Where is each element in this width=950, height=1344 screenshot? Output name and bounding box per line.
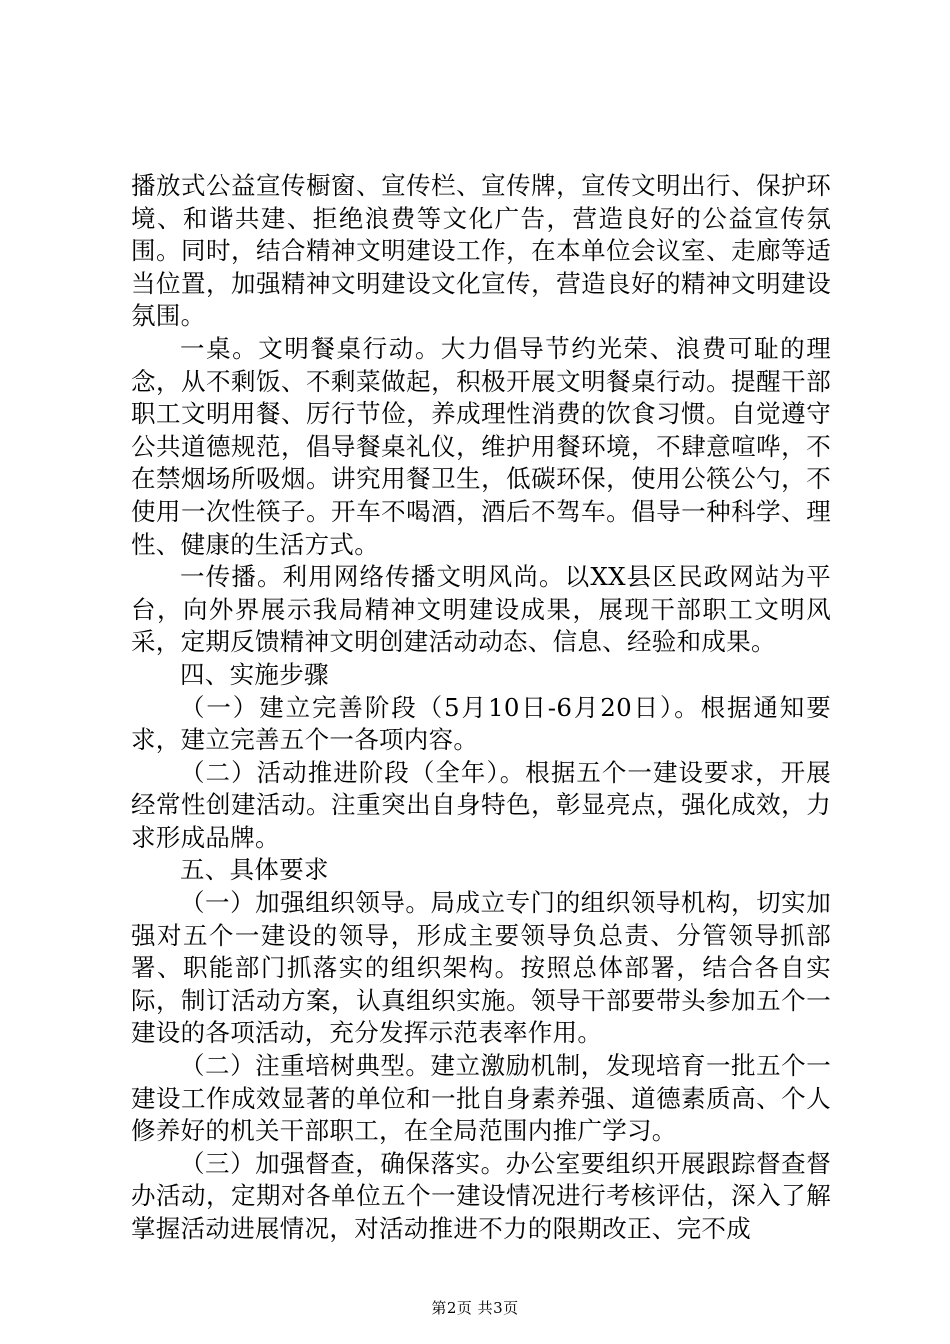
page-footer: 第2页 共3页 [431,1299,519,1317]
paragraph: （二）活动推进阶段（全年）。根据五个一建设要求，开展经常性创建活动。注重突出自身特色，彰显亮点，强化成效，力求形成品牌。 [131,757,831,852]
paragraph: 一传播。利用网络传播文明风尚。以XX县区民政网站为平台，向外界展示我局精神文明建设成果，展现干部职工文明风采，定期反馈精神文明创建活动动态、信息、经验和成果。 [131,562,831,657]
paragraph: （一）加强组织领导。局成立专门的组织领导机构，切实加强对五个一建设的领导，形成主要领导负总责、分管领导抓部署、职能部门抓落实的组织架构。按照总体部署，结合各自实际，制订活动方案，认真组织实施。领导干部要带头参加五个一建设的各项活动，充分发挥示范表率作用。 [131,888,831,1048]
section-heading: 四、实施步骤 [180,659,329,689]
paragraph: （一）建立完善阶段（5月10日-6月20日）。根据通知要求，建立完善五个一各项内容。 [131,692,831,755]
paragraph: （三）加强督查，确保落实。办公室要组织开展跟踪督查督办活动，定期对各单位五个一建设情况进行考核评估，深入了解掌握活动进展情况，对活动推进不力的限期改正、完不成 [131,1148,831,1243]
paragraph: 一桌。文明餐桌行动。大力倡导节约光荣、浪费可耻的理念，从不剩饭、不剩菜做起，积极开展文明餐桌行动。提醒干部职工文明用餐、厉行节俭，养成理性消费的饮食习惯。自觉遵守公共道德规范，倡导餐桌礼仪，维护用餐环境，不肆意喧哗，不在禁烟场所吸烟。讲究用餐卫生，低碳环保，使用公筷公勺，不使用一次性筷子。开车不喝酒，酒后不驾车。倡导一种科学、理性、健康的生活方式。 [131,333,831,559]
section-heading: 五、具体要求 [180,855,329,885]
paragraph: 播放式公益宣传橱窗、宣传栏、宣传牌，宣传文明出行、保护环境、和谐共建、拒绝浪费等文化广告，营造良好的公益宣传氛围。同时，结合精神文明建设工作，在本单位会议室、走廊等适当位置，加强精神文明建设文化宣传，营造良好的精神文明建设氛围。 [131,171,831,331]
paragraph: （二）注重培树典型。建立激励机制，发现培育一批五个一建设工作成效显著的单位和一批自身素养强、道德素质高、个人修养好的机关干部职工，在全局范围内推广学习。 [131,1051,831,1146]
document-body [131,170,831,1246]
